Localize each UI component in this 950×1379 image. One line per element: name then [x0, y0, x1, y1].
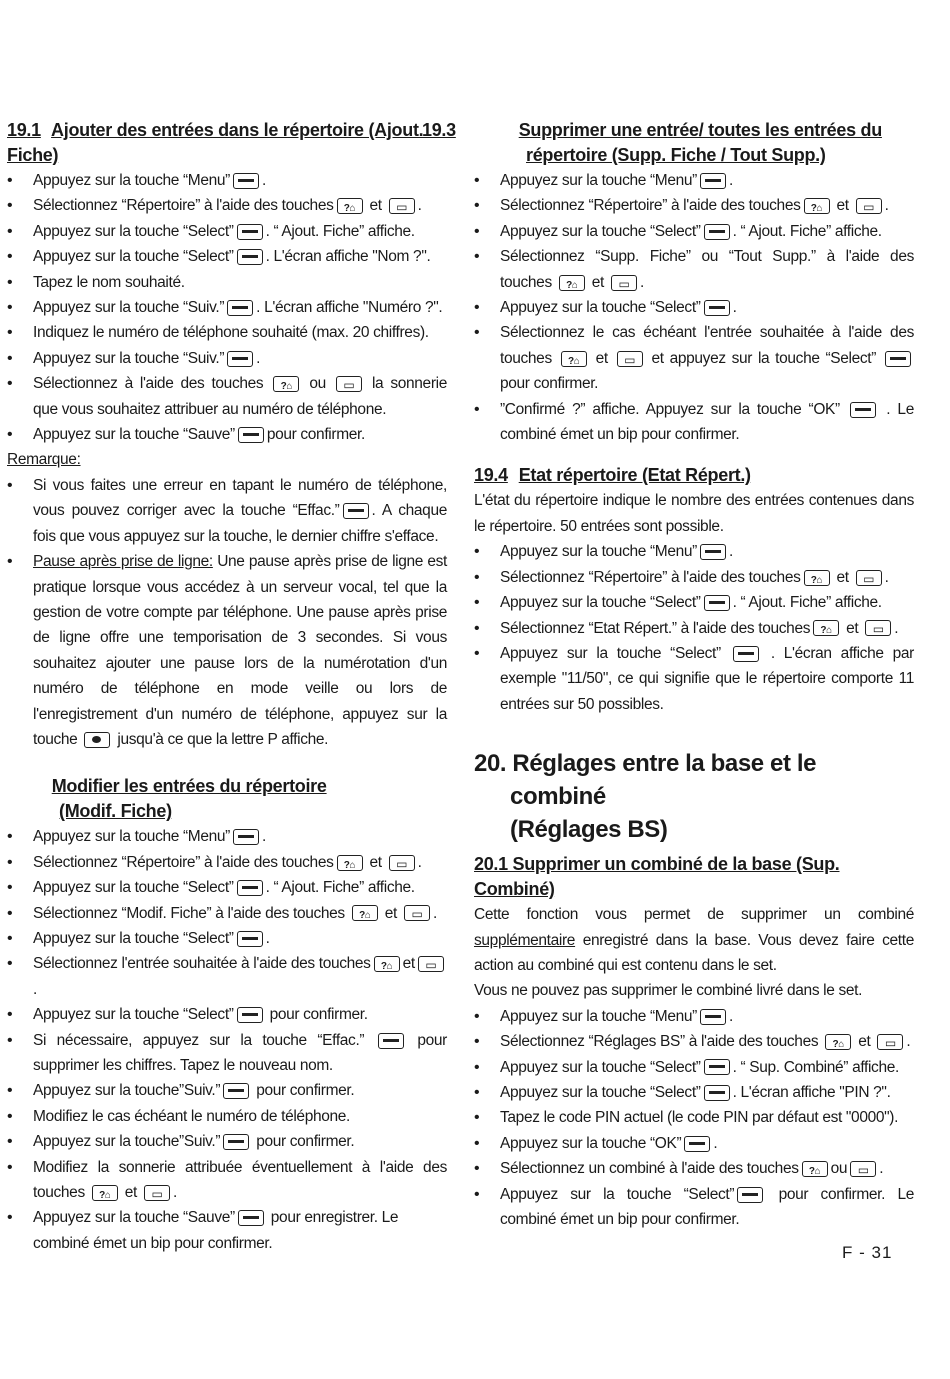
- list-item: • Sélectionnez “Réglages BS” à l'aide des touches ?⌂ et ▭ .: [474, 1029, 914, 1054]
- remark-label: Remarque:: [7, 451, 81, 469]
- list-item: • Appuyez sur la touche “Select” pour confirmer.: [7, 1002, 447, 1027]
- pause-key-icon: [84, 732, 110, 748]
- soft-key-icon: [700, 544, 726, 560]
- section-19-3-steps: [474, 168, 914, 447]
- list-item: • Sélectionnez à l'aide des touches ?⌂ ou ▭ la sonnerie que vous souhaitez attribuer au numéro de téléphone.: [7, 371, 447, 422]
- list-item: • Si nécessaire, appuyez sur la touche “Effac.” pour supprimer les chiffres. Tapez le nouveau nom.: [7, 1028, 447, 1079]
- list-item: • Tapez le nom souhaité.: [7, 270, 447, 295]
- soft-key-icon: [737, 1187, 763, 1203]
- list-item: • Appuyez sur la touche “Menu” .: [474, 168, 914, 193]
- soft-key-icon: [700, 173, 726, 189]
- list-item: • Appuyez sur la touche “Select” . L'écran affiche "Nom ?".: [7, 244, 447, 269]
- list-item: • Appuyez sur la touche “Suiv.” .: [7, 346, 447, 371]
- section-20-1-steps: [474, 1004, 914, 1233]
- list-item: • Sélectionnez l'entrée souhaitée à l'aide des touches?⌂ et▭.: [7, 951, 447, 1002]
- list-item: • Appuyez sur la touche “OK” .: [474, 1131, 914, 1156]
- phonebook-up-key-icon: [92, 1185, 118, 1201]
- list-item: • Sélectionnez “Etat Répert.” à l'aide des touches?⌂ et ▭ .: [474, 616, 914, 641]
- soft-key-icon: [704, 1059, 730, 1075]
- list-item: • Sélectionnez “Répertoire” à l'aide des touches?⌂ et ▭ .: [7, 850, 447, 875]
- list-item: • Sélectionnez un combiné à l'aide des touches?⌂ ou▭ .: [474, 1156, 914, 1181]
- phonebook-up-key-icon: [337, 855, 363, 871]
- soft-key-icon: [704, 1085, 730, 1101]
- list-item: • Appuyez sur la touche “Menu” .: [7, 168, 447, 193]
- soft-key-icon: [237, 880, 263, 896]
- list-item: • Pause après prise de ligne: Une pause après prise de ligne est pratique lorsque vous accédez à un serveur vocal, tel que la gestion de votre compte par téléphone. Une pause après prise de ligne offre une temporisation de 3 secondes. Si vous souhaitez ajouter une pause lors de la numérotation d'un numéro de téléphone en mode veille ou lors de l'enregistrement d'un numéro de téléphone, appuyez sur la touche jusqu'à ce que la lettre P affiche.: [7, 549, 447, 752]
- list-item: • Appuyez sur la touche “Select” . “ Sup. Combiné” affiche.: [474, 1055, 914, 1080]
- soft-key-icon: [233, 173, 259, 189]
- list-item: • Appuyez sur la touche “Menu” .: [474, 1004, 914, 1029]
- phonebook-down-key-icon: [856, 570, 882, 586]
- soft-key-icon: [237, 1007, 263, 1023]
- list-item: • ”Confirmé ?” affiche. Appuyez sur la touche “OK” . Le combiné émet un bip pour confirmer.: [474, 397, 914, 448]
- list-item: • Sélectionnez “Répertoire” à l'aide des touches?⌂ et ▭ .: [474, 193, 914, 218]
- phonebook-down-key-icon: [856, 198, 882, 214]
- list-item: • Sélectionnez “Supp. Fiche” ou “Tout Supp.” à l'aide des touches ?⌂ et ▭ .: [474, 244, 914, 295]
- phonebook-down-key-icon: [404, 905, 430, 921]
- list-item: • Appuyez sur la touche “Select” . “ Ajout. Fiche” affiche.: [7, 219, 447, 244]
- list-item: • Appuyez sur la touche “Select” . “ Ajout. Fiche” affiche.: [7, 875, 447, 900]
- phonebook-down-key-icon: [144, 1185, 170, 1201]
- right-column: [422, 118, 914, 1232]
- phonebook-up-key-icon: [559, 275, 585, 291]
- section-19-4-intro: L'état du répertoire indique le nombre des entrées contenues dans le répertoire. 50 entrées sont possible.: [474, 492, 914, 535]
- list-item: • Sélectionnez “Répertoire” à l'aide des touches?⌂ et ▭ .: [7, 193, 447, 218]
- soft-key-icon: [223, 1083, 249, 1099]
- section-19-2-steps: [7, 824, 447, 1256]
- list-item: • Appuyez sur la touche “Sauve” pour enregistrer. Le combiné émet un bip pour confirmer.: [7, 1205, 447, 1256]
- phonebook-up-key-icon: [825, 1034, 851, 1050]
- soft-key-icon: [237, 249, 263, 265]
- phonebook-down-key-icon: [877, 1034, 903, 1050]
- phonebook-up-key-icon: [813, 620, 839, 636]
- soft-key-icon: [237, 224, 263, 240]
- phonebook-down-key-icon: [865, 620, 891, 636]
- phonebook-up-key-icon: [561, 351, 587, 367]
- soft-key-icon: [227, 300, 253, 316]
- list-item: • Appuyez sur la touche “Menu” .: [7, 824, 447, 849]
- list-item: • Appuyez sur la touche “Select” . “ Ajout. Fiche” affiche.: [474, 590, 914, 615]
- section-19-1-steps: [7, 168, 447, 447]
- phonebook-up-key-icon: [337, 198, 363, 214]
- soft-key-icon: [238, 427, 264, 443]
- list-item: • Si vous faites une erreur en tapant le numéro de téléphone, vous pouvez corriger avec la touche “Effac.” . A chaque fois que vous appuyez sur la touche, le dernier chiffre s'efface.: [7, 473, 447, 549]
- soft-key-icon: [684, 1136, 710, 1152]
- soft-key-icon: [885, 351, 911, 367]
- phonebook-down-key-icon: [389, 198, 415, 214]
- phonebook-down-key-icon: [850, 1161, 876, 1177]
- section-19-2-heading: Modifier les entrées du répertoire (Modif. Fiche): [51, 776, 327, 822]
- section-19-1-heading: 19.1 Ajouter des entrées dans le répertoire (Ajout. Fiche): [7, 120, 424, 165]
- soft-key-icon: [343, 503, 369, 519]
- section-19-3-heading: 19.3 Supprimer une entrée/ toutes les entrées du répertoire (Supp. Fiche / Tout Supp.): [422, 120, 882, 165]
- phonebook-down-key-icon: [418, 956, 444, 972]
- soft-key-icon: [237, 931, 263, 947]
- section-19-4-steps: [474, 539, 914, 717]
- list-item: • Sélectionnez “Répertoire” à l'aide des touches?⌂ et ▭ .: [474, 565, 914, 590]
- chapter-20-heading: 20. Réglages entre la base et le combiné (Réglages BS): [474, 750, 817, 844]
- soft-key-icon: [223, 1134, 249, 1150]
- list-item: • Sélectionnez “Modif. Fiche” à l'aide des touches ?⌂ et ▭ .: [7, 901, 447, 926]
- soft-key-icon: [378, 1033, 404, 1049]
- soft-key-icon: [238, 1210, 264, 1226]
- section-20-1-heading: 20.1 Supprimer un combiné de la base (Sup. Combiné): [474, 854, 840, 900]
- list-item: • Tapez le code PIN actuel (le code PIN par défaut est "0000").: [474, 1105, 914, 1130]
- list-item: • Appuyez sur la touche “Select” . “ Ajout. Fiche” affiche.: [474, 219, 914, 244]
- page-number: F - 31: [842, 1243, 893, 1262]
- phonebook-up-key-icon: [352, 905, 378, 921]
- list-item: • Sélectionnez le cas échéant l'entrée souhaitée à l'aide des touches ?⌂ et ▭ et appuyez sur la touche “Select” pour confirmer.: [474, 320, 914, 396]
- phonebook-down-key-icon: [389, 855, 415, 871]
- list-item: • Appuyez sur la touche”Suiv.” pour confirmer.: [7, 1078, 447, 1103]
- soft-key-icon: [704, 300, 730, 316]
- section-19-4-heading: 19.4 Etat répertoire (Etat Répert.): [474, 465, 751, 486]
- list-item: • Appuyez sur la touche “Menu” .: [474, 539, 914, 564]
- phonebook-up-key-icon: [374, 956, 400, 972]
- list-item: • Indiquez le numéro de téléphone souhaité (max. 20 chiffres).: [7, 320, 447, 345]
- list-item: • Appuyez sur la touche “Select” .: [7, 926, 447, 951]
- list-item: • Appuyez sur la touche “Select” . L'écran affiche par exemple "11/50", ce qui signifie que le répertoire comporte 11 entrées sur 50 possibles.: [474, 641, 914, 717]
- phonebook-up-key-icon: [273, 376, 299, 392]
- phonebook-up-key-icon: [804, 570, 830, 586]
- soft-key-icon: [227, 351, 253, 367]
- list-item: • Appuyez sur la touche”Suiv.” pour confirmer.: [7, 1129, 447, 1154]
- soft-key-icon: [850, 402, 876, 418]
- soft-key-icon: [704, 595, 730, 611]
- soft-key-icon: [233, 829, 259, 845]
- left-column: [7, 118, 447, 1256]
- list-item: • Modifiez le cas échéant le numéro de téléphone.: [7, 1104, 447, 1129]
- soft-key-icon: [700, 1009, 726, 1025]
- phonebook-up-key-icon: [804, 198, 830, 214]
- phonebook-down-key-icon: [611, 275, 637, 291]
- soft-key-icon: [733, 646, 759, 662]
- list-item: • Appuyez sur la touche “Select” pour confirmer. Le combiné émet un bip pour confirmer.: [474, 1182, 914, 1233]
- phonebook-up-key-icon: [802, 1161, 828, 1177]
- phonebook-down-key-icon: [336, 376, 362, 392]
- list-item: • Appuyez sur la touche “Sauve” pour confirmer.: [7, 422, 447, 447]
- soft-key-icon: [704, 224, 730, 240]
- list-item: • Appuyez sur la touche “Suiv.” . L'écran affiche "Numéro ?".: [7, 295, 447, 320]
- section-20-1-note: Vous ne pouvez pas supprimer le combiné livré dans le set.: [474, 982, 863, 1000]
- list-item: • Modifiez la sonnerie attribuée éventuellement à l'aide des touches ?⌂ et ▭ .: [7, 1155, 447, 1206]
- list-item: • Appuyez sur la touche “Select” .: [474, 295, 914, 320]
- remark-list: [7, 473, 447, 752]
- phonebook-down-key-icon: [617, 351, 643, 367]
- section-20-1-intro: Cette fonction vous permet de supprimer un combiné supplémentaire enregistré dans la base. Vous devez faire cette action au combiné qui est contenu dans le set.: [474, 906, 914, 974]
- list-item: • Appuyez sur la touche “Select” . L'écran affiche "PIN ?".: [474, 1080, 914, 1105]
